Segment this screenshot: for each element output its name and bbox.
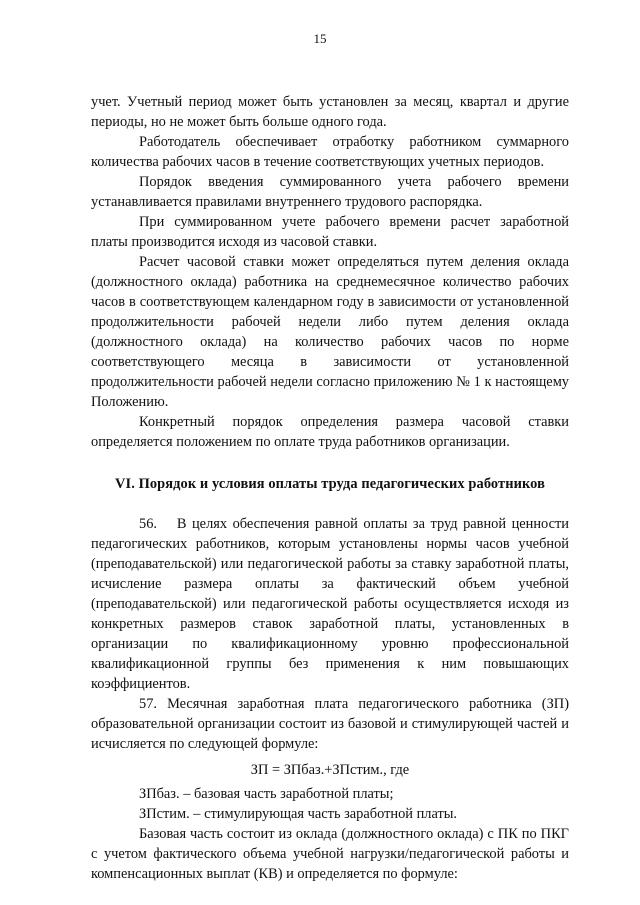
- definition-line: ЗПбаз. – базовая часть заработной платы;: [139, 786, 394, 802]
- paragraph: Конкретный порядок определения размера часовой ставки определяется положением по оплате труда работников организации.: [91, 414, 569, 450]
- formula-definitions: [91, 784, 569, 824]
- paragraph: 57. Месячная заработная плата педагогического работника (ЗП) образовательной организации состоит из базовой и стимулирующей частей и исчисляется по следующей формуле:: [91, 696, 569, 752]
- paragraph-group-bottom: [91, 514, 569, 754]
- paragraph: При суммированном учете рабочего времени расчет заработной платы производится исходя из часовой ставки.: [91, 214, 569, 250]
- paragraph: 56. В целях обеспечения равной оплаты за труд равной ценности педагогических работников, которым установлены нормы часов учебной (преподавательской) или педагогической работы за ставку заработной платы, исчисление размера оплаты за фактический объем учебной (преподавательской) или педагогической работы осуществляется исходя из конкретных размеров ставок заработной платы, установленных в организации по квалификационному уровню профессиональной квалификационной группы без применения к ним повышающих коэффициентов.: [91, 516, 569, 692]
- salary-formula: ЗП = ЗПбаз.+ЗПстим., где: [250, 762, 410, 778]
- paragraph-base-part: Базовая часть состоит из оклада (должностного оклада) с ПК по ПКГ с учетом фактического объема учебной нагрузки/педагогической работы и компенсационных выплат (КВ) и определяется по формуле:: [91, 826, 569, 882]
- definition-line: ЗПстим. – стимулирующая часть заработной платы.: [139, 806, 458, 822]
- paragraph: учет. Учетный период может быть установлен за месяц, квартал и другие периоды, но не может быть больше одного года.: [91, 94, 569, 130]
- document-body: [91, 92, 569, 884]
- paragraph: Работодатель обеспечивает отработку работником суммарного количества рабочих часов в течение соответствующих учетных периодов.: [91, 134, 569, 170]
- paragraph: Расчет часовой ставки может определяться путем деления оклада (должностного оклада) работника на среднемесячное количество рабочих часов в соответствующем календарном году в зависимости от установленной продолжительности рабочей недели либо путем деления оклада (должностного оклада) на количество рабочих часов по норме соответствующего месяца в зависимости от установленной продолжительности рабочей недели согласно приложению № 1 к настоящему Положению.: [91, 254, 569, 410]
- section-heading: VI. Порядок и условия оплаты труда педагогических работников: [115, 476, 545, 492]
- page-number: 15: [313, 31, 327, 46]
- paragraph-group-top: [91, 92, 569, 452]
- paragraph: Порядок введения суммированного учета рабочего времени устанавливается правилами внутреннего трудового распорядка.: [91, 174, 569, 210]
